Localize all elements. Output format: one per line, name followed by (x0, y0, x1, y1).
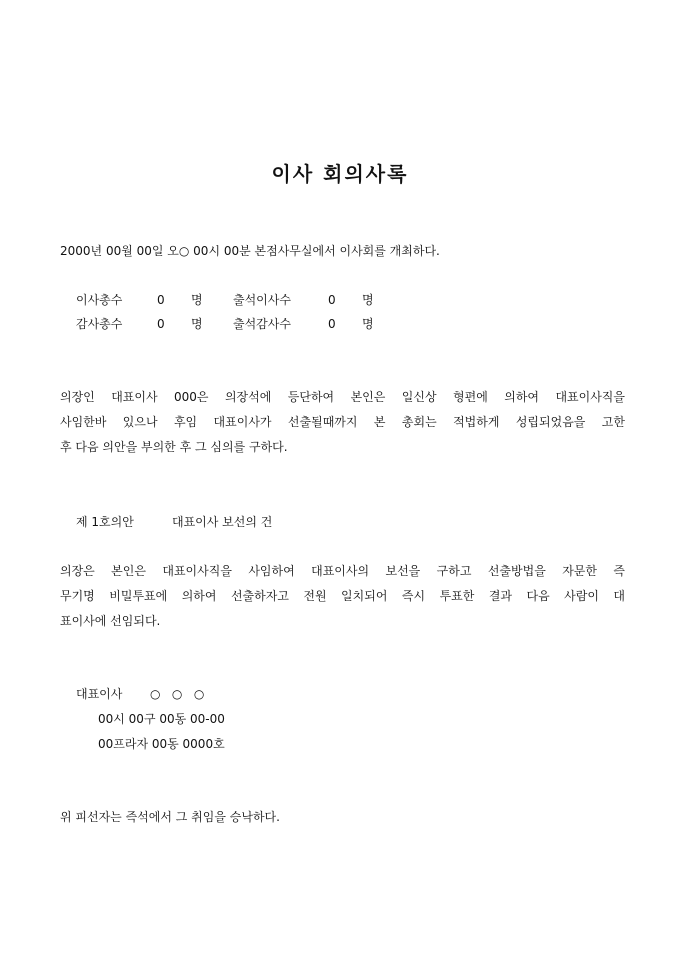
directors-present-unit: 명 (362, 293, 374, 307)
closing-statement: 위 피선자는 즉석에서 그 취임을 승낙하다. (60, 810, 280, 824)
auditors-total-unit: 명 (191, 317, 203, 331)
agenda-subject: 대표이사 보선의 건 (172, 515, 273, 529)
directors-total-label: 이사총수 (76, 293, 123, 307)
auditors-present-label: 출석감사수 (233, 317, 291, 331)
chair-statement-line-2: 사임한바 있으나 후임 대표이사가 선출될때까지 본 총회는 적법하게 성립되었음을 고한 (60, 415, 625, 429)
directors-total-value: 0 (157, 293, 165, 307)
appointee-address-line-2: 00프라자 00동 0000호 (98, 737, 225, 751)
auditors-present-unit: 명 (362, 317, 374, 331)
resolution-line-3: 표이사에 선임되다. (60, 614, 161, 628)
resolution-line-2: 무기명 비밀투표에 의하여 선출하자고 전원 일치되어 즉시 투표한 결과 다음 사람이 대 (60, 589, 625, 603)
directors-present-value: 0 (328, 293, 336, 307)
directors-total-unit: 명 (191, 293, 203, 307)
auditors-total-value: 0 (157, 317, 165, 331)
appointee-name: ○ ○ ○ (150, 687, 205, 701)
resolution-line-1: 의장은 본인은 대표이사직을 사임하여 대표이사의 보선을 구하고 선출방법을 자문한 즉 (60, 564, 625, 578)
appointee-address-line-1: 00시 00구 00동 00-00 (98, 712, 225, 726)
auditors-present-value: 0 (328, 317, 336, 331)
document-title: 이사 회의사록 (271, 162, 409, 186)
auditors-total-label: 감사총수 (76, 317, 123, 331)
chair-statement-line-1: 의장인 대표이사 000은 의장석에 등단하여 본인은 일신상 형편에 의하여 대표이사직을 (60, 390, 625, 404)
chair-statement-line-3: 후 다음 의안을 부의한 후 그 심의를 구하다. (60, 440, 288, 454)
directors-present-label: 출석이사수 (233, 293, 291, 307)
opening-statement: 2000년 00월 00일 오○ 00시 00분 본점사무실에서 이사회를 개최하다. (60, 244, 440, 258)
appointee-role: 대표이사 (76, 687, 123, 701)
agenda-number: 제 1호의안 (76, 515, 134, 529)
